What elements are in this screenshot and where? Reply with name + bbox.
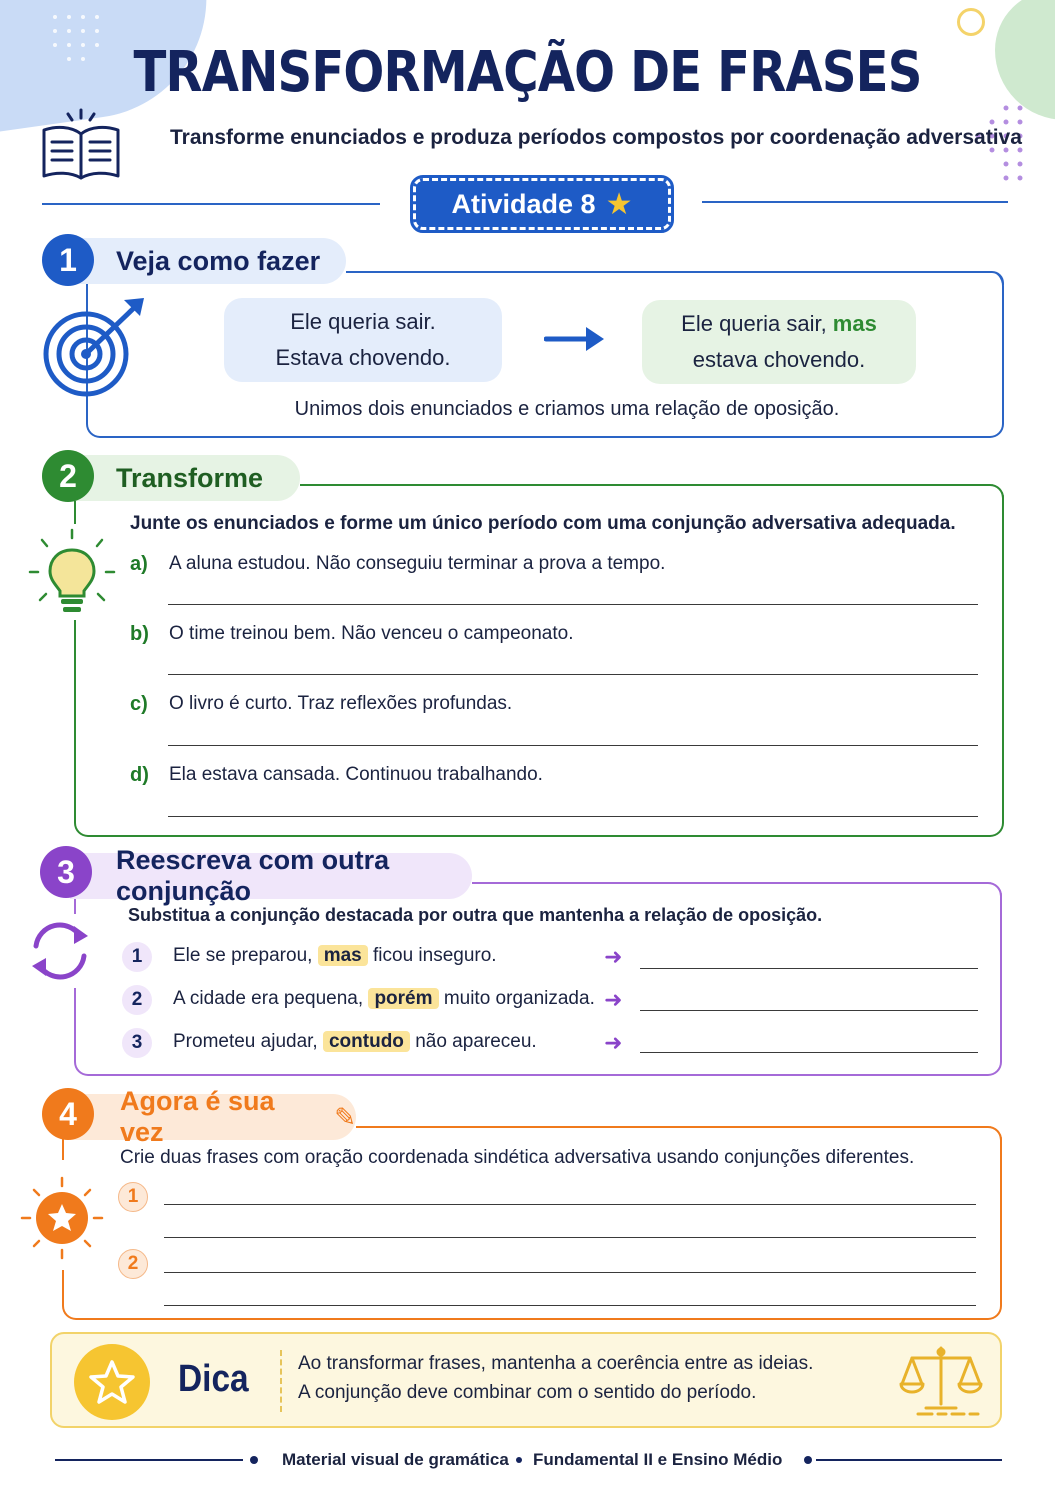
footer-dot [804,1456,812,1464]
section-1-note: Unimos dois enunciados e criamos uma relação de oposição. [294,398,840,420]
page-title: TRANSFORMAÇÃO DE FRASES [133,40,922,105]
divider [42,203,380,205]
rewrite-sentence [173,988,595,1010]
section-1-title [70,238,346,284]
answer-line[interactable] [168,674,978,675]
footer-rule [816,1459,1002,1461]
rewrite-sentence [173,945,497,967]
section-4-number: 4 [42,1088,94,1140]
target-icon [40,296,150,404]
answer-line[interactable] [164,1272,976,1273]
question-text: O livro é curto. Traz reflexões profundas. [169,693,513,714]
corner-decoration [995,0,1055,120]
section-4-title-text: Agora é sua vez [120,1086,275,1147]
example-before-line: Ele queria sair. [290,309,436,334]
section-3-instruction: Substitua a conjunção destacada por outra que mantenha a relação de oposição. [128,905,823,925]
tip-text-line: Ao transformar frases, mantenha a coerência entre as ideias. [298,1353,814,1374]
item-number: 1 [118,1182,148,1212]
item-number: 1 [122,942,152,972]
star-badge-icon [20,1176,104,1260]
conjunction-highlight: contudo [323,1031,410,1052]
sentence-part: Ele se preparou, [173,945,313,966]
sentence-part: ficou inseguro. [373,945,497,966]
arrow-right-icon: ➜ [604,987,623,1012]
answer-line[interactable] [168,816,978,817]
lightbulb-icon [28,528,116,620]
item-number: 2 [118,1249,148,1279]
example-before [224,298,502,382]
section-2-title [70,455,300,501]
conjunction-highlight: mas [832,311,877,336]
activity-label: Atividade 8 [451,188,596,219]
arrow-right-icon [544,322,608,356]
section-2-instruction: Junte os enunciados e forme um único período com uma conjunção adversativa adequada. [130,513,956,534]
rewrite-sentence [173,1031,537,1053]
item-number: 3 [122,1028,152,1058]
divider [346,271,992,273]
sentence-part: A cidade era pequena, [173,988,364,1009]
panel-edge [300,484,1004,498]
tip-text-line: A conjunção deve combinar com o sentido do período. [298,1382,757,1403]
section-3-title [70,845,472,906]
answer-line[interactable] [640,1010,978,1011]
section-2-title-text: Transforme [116,462,264,493]
answer-line[interactable] [164,1237,976,1238]
section-1-title-text: Veja como fazer [116,245,321,276]
example-after [642,300,916,384]
balance-scale-icon [898,1344,984,1418]
sentence-part: não apareceu. [415,1031,537,1052]
answer-line[interactable] [640,1052,978,1053]
arrow-right-icon: ➜ [604,944,623,969]
section-4-title [70,1086,356,1147]
panel-corner [992,271,1004,285]
activity-badge [413,178,671,230]
answer-line[interactable] [640,968,978,969]
answer-line[interactable] [168,604,978,605]
open-book-icon [38,106,124,182]
example-after-line: estava chovendo. [692,347,866,372]
footer-left: Material visual de gramática [282,1450,509,1469]
panel-edge [356,1126,1002,1140]
question-text: Ela estava cansada. Continuou trabalhando. [169,764,543,785]
example-after-line [642,306,916,342]
panel-edge [472,882,1002,896]
footer-rule [55,1459,243,1461]
question-text: A aluna estudou. Não conseguiu terminar a prova a tempo. [169,553,666,574]
section-2-number: 2 [42,450,94,502]
question-letter: c) [130,693,148,715]
answer-line[interactable] [164,1305,976,1306]
divider [280,1350,282,1412]
pencil-icon: ✎ [334,1101,356,1132]
divider [702,201,1008,203]
sentence-part: Prometeu ajudar, [173,1031,318,1052]
conjunction-highlight: porém [368,988,438,1009]
star-icon: ★ [605,187,633,221]
question-letter: a) [130,553,148,575]
question-letter: b) [130,623,149,645]
refresh-icon [24,916,96,986]
example-after-text: Ele queria sair, [681,311,833,336]
section-3-title-text: Reescreva com outra conjunção [116,845,390,906]
page-subtitle: Transforme enunciados e produza períodos compostos por coordenação adversativa [170,126,1022,149]
answer-line[interactable] [164,1204,976,1205]
conjunction-highlight: mas [318,945,368,966]
example-before-line: Estava chovendo. [275,345,451,370]
section-4-instruction: Crie duas frases com oração coordenada sindética adversativa usando conjunções diferentes. [120,1147,915,1168]
ring-decoration [957,8,985,36]
answer-line[interactable] [168,745,978,746]
question-letter: d) [130,764,149,786]
footer-dot [516,1457,522,1463]
star-outline-icon [88,1359,136,1405]
question-text: O time treinou bem. Não venceu o campeonato. [169,623,574,644]
sentence-part: muito organizada. [443,988,595,1009]
tip-star-badge [74,1344,150,1420]
tip-label: Dica [178,1358,249,1400]
footer-right: Fundamental II e Ensino Médio [533,1450,783,1469]
footer-dot [250,1456,258,1464]
item-number: 2 [122,985,152,1015]
section-1-number: 1 [42,234,94,286]
section-3-number: 3 [40,846,92,898]
arrow-right-icon: ➜ [604,1030,623,1055]
